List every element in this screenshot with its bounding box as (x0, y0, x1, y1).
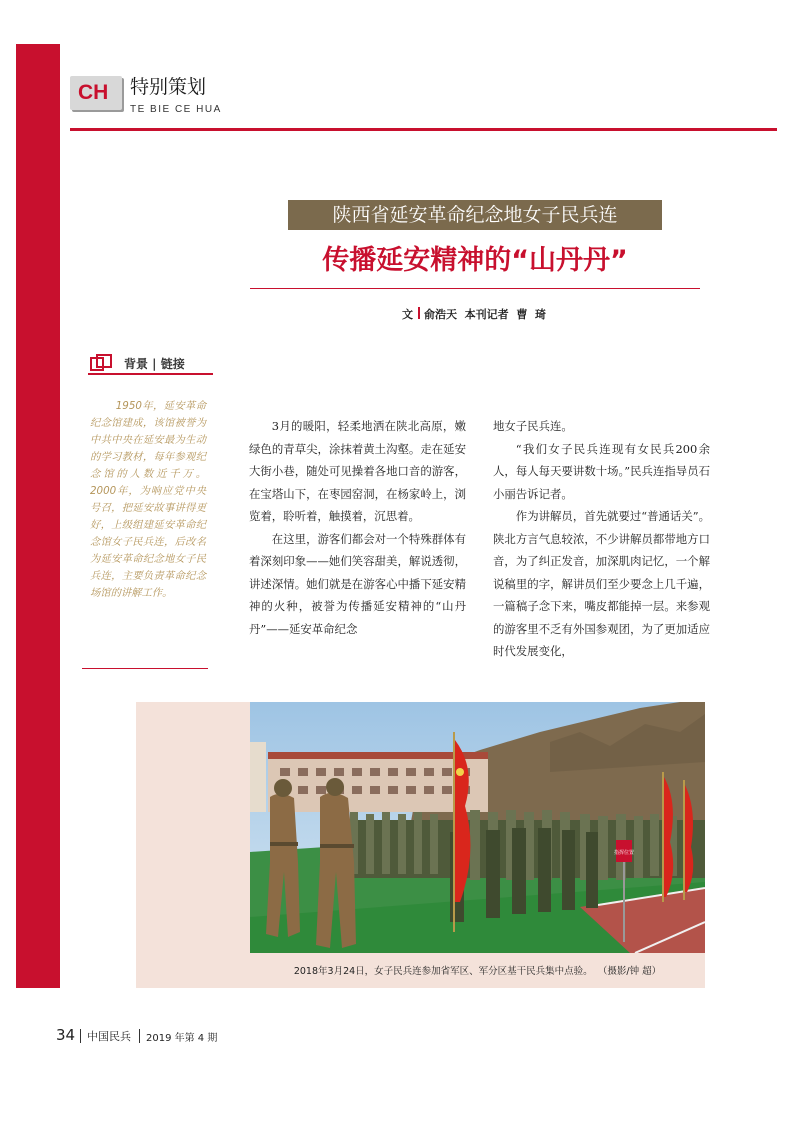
section-pinyin: TE BIE CE HUA (130, 104, 222, 115)
link-frame-icon (90, 354, 114, 374)
paragraph: 3月的暖阳，轻柔地洒在陕北高原，嫩绿色的青草尖，涂抹着黄土沟壑。走在延安大街小巷，随处可见操着各地口音的游客，在宝塔山下，在枣园窑洞，在杨家岭上，浏览着，聆听着，触摸着，沉思着。 (249, 419, 466, 523)
byline-authors: 俞浩天 本刊记者 曹 琦 (424, 308, 546, 321)
byline-prefix: 文 (402, 308, 414, 321)
podium-sign-text: 指挥位置 (613, 850, 635, 856)
byline (360, 306, 546, 322)
magazine-name: 中国民兵 (87, 1030, 131, 1043)
sidebar-rule (82, 668, 208, 669)
red-margin-bar (16, 44, 60, 988)
byline-separator (418, 307, 420, 319)
issue-info: 2019 年第 4 期 (146, 1033, 218, 1044)
background-rule (88, 373, 213, 375)
paragraph: “我们女子民兵连现有女民兵200余人，每人每天要讲数十场。”民兵连指导员石小丽告诉记者。 (493, 441, 710, 501)
photo-caption (250, 963, 705, 977)
header-rule (70, 128, 777, 131)
title-rule (250, 288, 700, 289)
paragraph-continuation: 地女子民兵连。 (493, 419, 573, 433)
page-number: 34 (56, 1026, 76, 1044)
photo-credit: （摄影/钟 超） (602, 966, 662, 977)
article-subtitle: 陕西省延安革命纪念地女子民兵连 (288, 200, 662, 230)
photo-caption-text: 2018年3月24日，女子民兵连参加省军区、军分区基干民兵集中点验。 (293, 966, 593, 977)
background-heading: 背景 | 链接 (124, 357, 185, 371)
militia-review-photo (250, 702, 705, 953)
section-logo-text: CH (78, 81, 109, 104)
article-title: 传播延安精神的“山丹丹” (322, 245, 628, 276)
body-column-1 (249, 415, 466, 640)
paragraph: 在这里，游客们都会对一个特殊群体有着深刻印象——她们笑容甜美，解说透彻，讲述深情。她们就是在游客心中播下延安精神的火种，被誉为传播延安精神的“山丹丹”——延安革命纪念 (249, 531, 466, 636)
sidebar-text: 1950年，延安革命纪念馆建成，该馆被誉为中共中央在延安最为生动的学习教材，每年参观纪念馆的人数近千万。2000年，为响应党中央号召，把延安故事讲得更好，上级组建延安革命纪念馆女子民兵连，后改名为延安革命纪念地女子民兵连，主要负责革命纪念场馆的讲解工作。 (90, 400, 206, 599)
section-title: 特别策划 (130, 76, 207, 98)
section-logo (70, 76, 122, 110)
footer-separator (80, 1029, 81, 1043)
footer-separator (139, 1029, 140, 1043)
body-column-2 (493, 415, 710, 663)
paragraph: 作为讲解员，首先就要过“普通话关”。陕北方言气息较浓，不少讲解员都带地方口音，为了纠正发音，加深肌肉记忆，一个解说稿里的字，解讲员们至少要念上几千遍，一篇稿子念下来，嘴皮都能掉一层。来参观的游客里不乏有外国参观团，为了更加适应时代发展变化， (493, 509, 710, 658)
